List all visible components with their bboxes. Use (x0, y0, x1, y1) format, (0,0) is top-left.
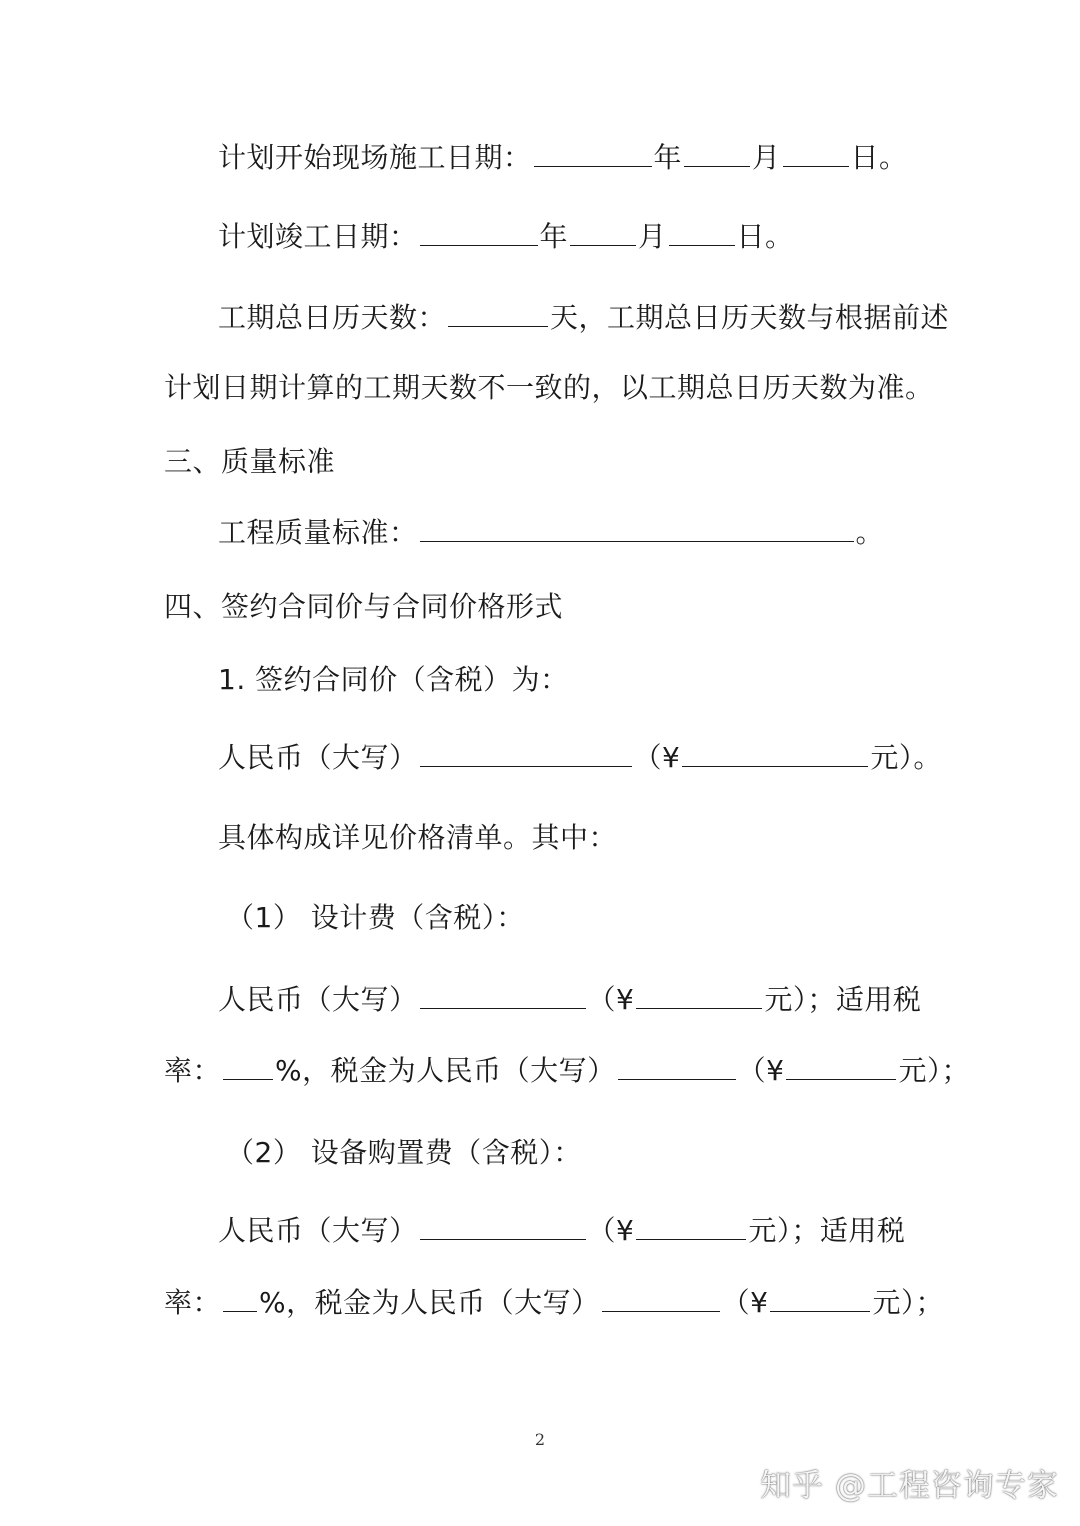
month-blank (684, 140, 750, 167)
quality-blank (420, 515, 854, 542)
zhihu-watermark: 知乎 @工程咨询专家 (760, 1468, 1059, 1504)
amount-number-blank (682, 740, 868, 767)
year-blank (534, 140, 652, 167)
label: 率： (164, 1054, 222, 1087)
amount-words-blank (420, 1213, 586, 1240)
equipment-fee-tax-line (164, 1285, 944, 1321)
contract-price-intro: 1. 签约合同价（含税）为： (218, 663, 569, 696)
design-fee-amount-line (218, 982, 921, 1018)
day-blank (669, 219, 735, 246)
rate-blank (223, 1285, 257, 1312)
yen-open: （¥ (587, 983, 635, 1016)
yuan-close: 元）；适用税 (748, 1214, 906, 1247)
tax-words-blank (618, 1053, 736, 1080)
month-blank (570, 219, 636, 246)
days-blank (448, 300, 548, 327)
yuan-close: 元）。 (870, 741, 942, 774)
text: 天，工期总日历天数与根据前述 (550, 301, 950, 334)
label: 人民币（大写） (218, 741, 418, 774)
label: 工程质量标准： (218, 516, 418, 549)
amount-number-blank (636, 1213, 746, 1240)
month-label: 月 (638, 220, 667, 253)
equipment-fee-amount-line (218, 1213, 905, 1249)
day-label: 日。 (736, 220, 794, 253)
year-blank (420, 219, 538, 246)
yuan-close: 元）；适用税 (764, 983, 922, 1016)
total-days-continuation: 计划日期计算的工期天数不一致的，以工期总日历天数为准。 (164, 371, 934, 404)
label: 人民币（大写） (218, 983, 418, 1016)
tax-text: %，税金为人民币（大写） (259, 1286, 600, 1319)
yen-open: （¥ (737, 1054, 785, 1087)
tax-number-blank (770, 1285, 870, 1312)
price-breakdown-line: 具体构成详见价格清单。其中： (218, 821, 618, 854)
yuan-close: 元）； (898, 1054, 970, 1087)
year-label: 年 (539, 220, 569, 253)
tax-number-blank (786, 1053, 896, 1080)
section-four-heading: 四、签约合同价与合同价格形式 (164, 590, 564, 623)
amount-words-blank (420, 740, 632, 767)
year-label: 年 (653, 141, 683, 174)
day-blank (783, 140, 849, 167)
label: 工期总日历天数： (218, 301, 447, 334)
equipment-fee-heading: （2） 设备购置费（含税）： (226, 1136, 582, 1169)
amount-number-blank (636, 982, 762, 1009)
tax-text: %，税金为人民币（大写） (275, 1054, 616, 1087)
design-fee-heading: （1） 设计费（含税）： (226, 901, 525, 934)
quality-standard-line (218, 515, 884, 551)
planned-start-date-line (218, 140, 908, 176)
contract-price-line (218, 740, 942, 776)
label: 率： (164, 1286, 222, 1319)
label: 计划竣工日期： (218, 220, 418, 253)
tax-words-blank (602, 1285, 720, 1312)
yen-open: （¥ (721, 1286, 769, 1319)
month-label: 月 (752, 141, 781, 174)
label: 计划开始现场施工日期： (218, 141, 532, 174)
rate-blank (223, 1053, 273, 1080)
amount-words-blank (420, 982, 586, 1009)
yuan-close: 元）； (872, 1286, 944, 1319)
period: 。 (855, 516, 885, 549)
total-days-line (218, 300, 949, 336)
section-three-heading: 三、质量标准 (164, 445, 336, 478)
design-fee-tax-line (164, 1053, 970, 1089)
label: 人民币（大写） (218, 1214, 418, 1247)
day-label: 日。 (850, 141, 908, 174)
yen-open: （¥ (587, 1214, 635, 1247)
planned-completion-date-line (218, 219, 794, 255)
page-number: 2 (534, 1430, 546, 1449)
yen-open: （¥ (633, 741, 681, 774)
